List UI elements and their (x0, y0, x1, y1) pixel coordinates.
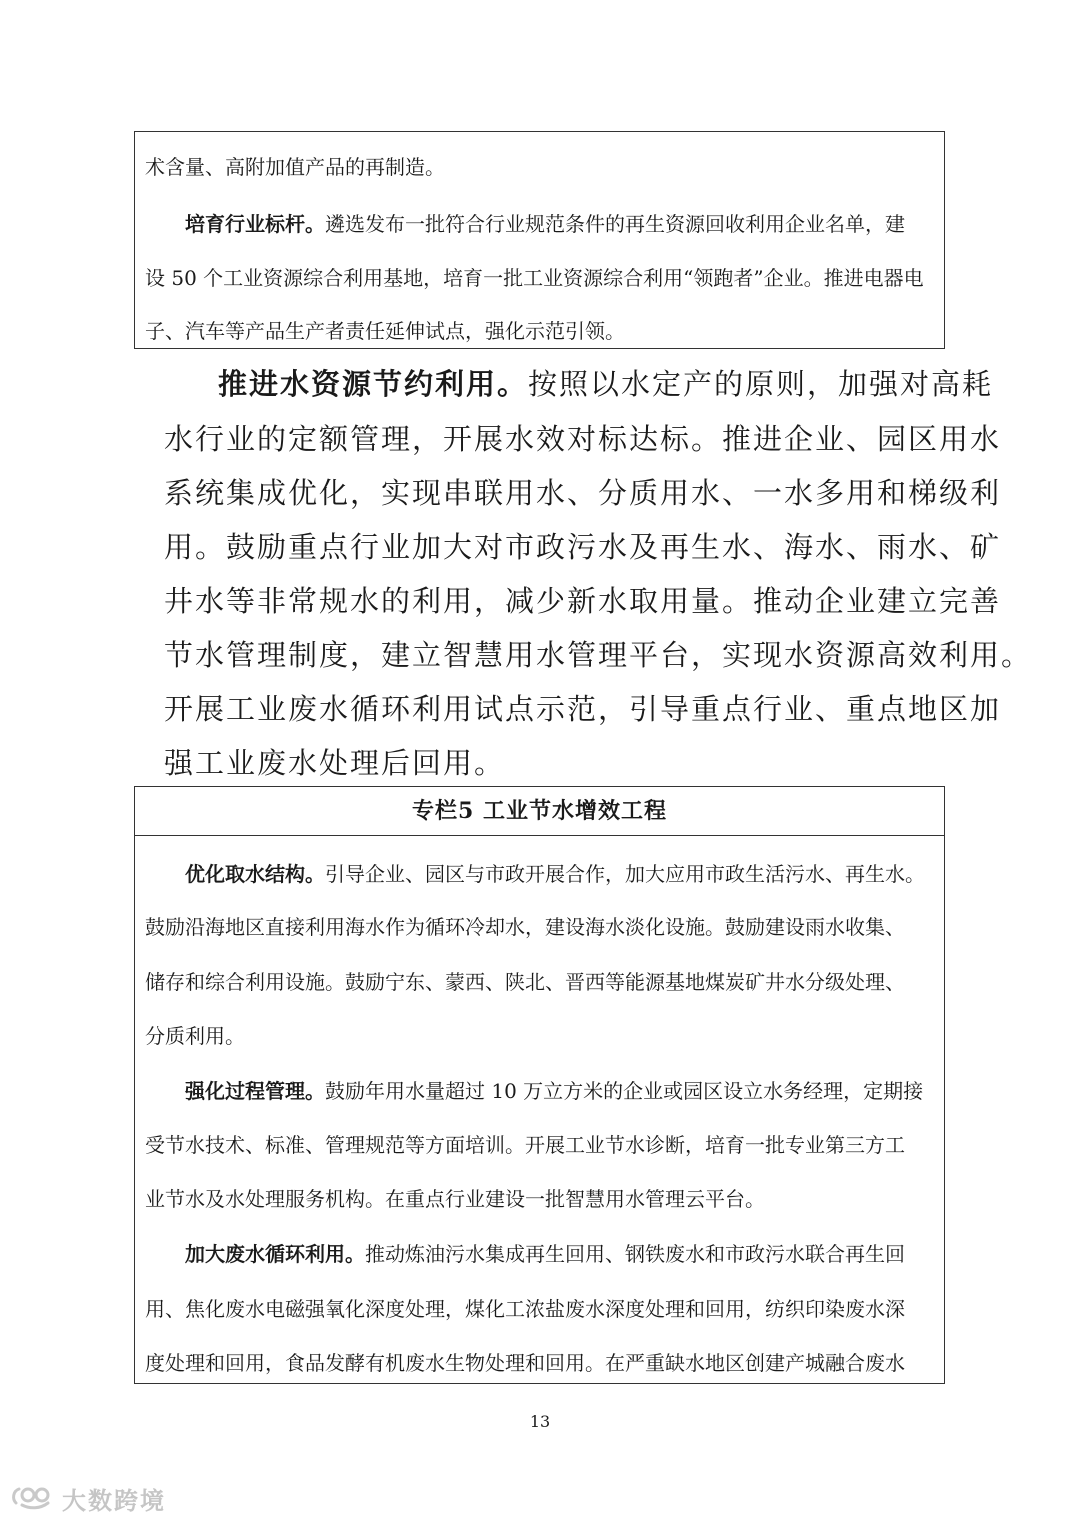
body-line-3: 系统集成优化，实现串联用水、分质用水、一水多用和梯级利 (164, 476, 1002, 510)
body-line-2: 水行业的定额管理，开展水效对标达标。推进企业、园区用水 (164, 422, 1002, 456)
box2-section-1-line-4: 分质利用。 (145, 1024, 245, 1048)
box2-section-2-heading: 强化过程管理。 (185, 1079, 325, 1103)
box2-section-3-text: 推动炼油污水集成再生回用、钢铁废水和市政污水联合再生回 (365, 1242, 905, 1266)
body-line-5: 井水等非常规水的利用，减少新水取用量。推动企业建立完善 (164, 584, 1002, 618)
body-line-1-text: 按照以水定产的原则，加强对高耗 (528, 367, 994, 401)
box2-section-3-line-1 (135, 1242, 944, 1266)
box1-line-1: 术含量、高附加值产品的再制造。 (145, 155, 445, 179)
body-line-4: 用。鼓励重点行业加大对市政污水及再生水、海水、雨水、矿 (164, 530, 1002, 564)
watermark-text: 大数跨境 (62, 1486, 166, 1515)
box2-section-3-line-3: 度处理和回用，食品发酵有机废水生物处理和回用。在严重缺水地区创建产城融合废水 (145, 1351, 905, 1375)
watermark-logo-icon (10, 1481, 56, 1515)
box2-section-1-line-3: 储存和综合利用设施。鼓励宁东、蒙西、陕北、晋西等能源基地煤炭矿井水分级处理、 (145, 970, 905, 994)
box2-section-3-line-2: 用、焦化废水电磁强氧化深度处理，煤化工浓盐废水深度处理和回用，纺织印染废水深 (145, 1297, 905, 1321)
box1-paragraph-2-line-1 (135, 212, 944, 236)
body-line-8: 强工业废水处理后回用。 (164, 746, 506, 780)
column-box-title: 专栏5 工业节水增效工程 (135, 787, 944, 836)
column-box-top (134, 131, 945, 349)
box2-section-2-line-3: 业节水及水处理服务机构。在重点行业建设一批智慧用水管理云平台。 (145, 1187, 765, 1211)
box1-paragraph-2-heading: 培育行业标杆。 (185, 212, 325, 236)
body-line-7: 开展工业废水循环利用试点示范，引导重点行业、重点地区加 (164, 692, 1002, 726)
box2-section-1-line-2: 鼓励沿海地区直接利用海水作为循环冷却水，建设海水淡化设施。鼓励建设雨水收集、 (145, 915, 905, 939)
body-line-1 (218, 367, 993, 401)
box1-paragraph-2-text: 遴选发布一批符合行业规范条件的再生资源回收利用企业名单，建 (325, 212, 905, 236)
box2-section-3-heading: 加大废水循环利用。 (185, 1242, 365, 1266)
body-heading: 推进水资源节约利用。 (218, 367, 529, 401)
body-line-6: 节水管理制度，建立智慧用水管理平台，实现水资源高效利用。 (164, 638, 1033, 672)
box2-section-2-line-2: 受节水技术、标准、管理规范等方面培训。开展工业节水诊断，培育一批专业第三方工 (145, 1133, 905, 1157)
box2-section-2-text: 鼓励年用水量超过 10 万立方米的企业或园区设立水务经理，定期接 (325, 1079, 924, 1103)
box1-paragraph-2-line-3: 子、汽车等产品生产者责任延伸试点，强化示范引领。 (145, 319, 625, 343)
column-box-5 (134, 786, 945, 1384)
page-number: 13 (529, 1412, 551, 1431)
box1-paragraph-2-line-2: 设 50 个工业资源综合利用基地，培育一批工业资源综合利用“领跑者”企业。推进电器电 (145, 266, 924, 290)
box2-section-1-text: 引导企业、园区与市政开展合作，加大应用市政生活污水、再生水。 (325, 862, 925, 886)
watermark (10, 1480, 166, 1516)
box2-section-1-line-1 (135, 862, 944, 886)
box2-section-2-line-1 (135, 1079, 944, 1103)
box2-section-1-heading: 优化取水结构。 (185, 862, 325, 886)
